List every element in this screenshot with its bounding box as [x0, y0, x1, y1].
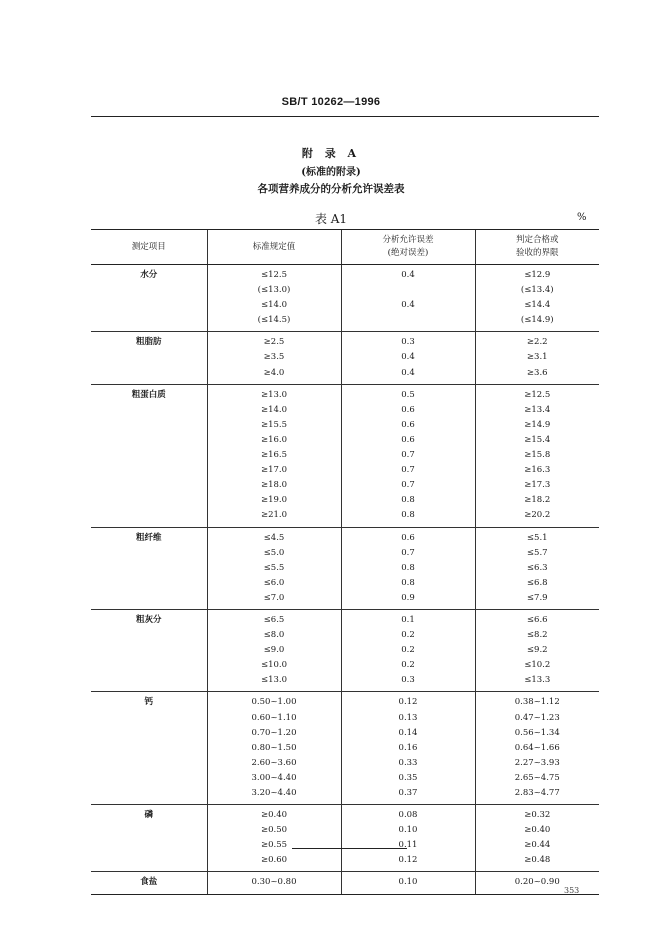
standard-value: ≥17.0 [260, 465, 288, 476]
tolerance-value: 0.4 [401, 367, 415, 378]
standard-value: ≤14.0 [260, 300, 288, 311]
limit-value: 2.65~4.75 [514, 772, 560, 783]
standard-value: ≤5.0 [263, 547, 285, 558]
tolerance-value: 0.8 [401, 562, 415, 573]
tolerance-value: 0.7 [401, 480, 415, 491]
tolerance-value: 0.2 [401, 630, 415, 641]
standard-value: ≥14.0 [260, 404, 288, 415]
limit-cell [475, 609, 599, 691]
header-item: 测定项目 [91, 230, 207, 265]
limit-cell [475, 384, 599, 527]
standard-value: 2.60~3.60 [251, 757, 297, 768]
limit-value: 0.38~1.12 [514, 697, 560, 708]
standard-value: ≤6.0 [263, 577, 285, 588]
limit-value: ≤10.2 [524, 660, 551, 671]
tolerance-value: 0.7 [401, 465, 415, 476]
footer-rule [292, 848, 407, 849]
standard-value: ≥0.60 [260, 855, 288, 866]
tolerance-cell [341, 609, 475, 691]
table-row [91, 609, 599, 691]
tolerance-value: 0.8 [401, 577, 415, 588]
limit-value: ≥20.2 [524, 510, 551, 521]
page-number: 353 [564, 886, 580, 895]
table-row [91, 384, 599, 527]
limit-value: ≤5.7 [526, 547, 548, 558]
tolerance-value: 0.9 [401, 592, 415, 603]
tolerance-value [342, 283, 475, 298]
limit-value: ≥0.48 [524, 855, 551, 866]
tolerance-value: 0.2 [401, 660, 415, 671]
limit-value: 2.27~3.93 [514, 757, 560, 768]
table-row [91, 692, 599, 805]
standard-value: ≥2.5 [263, 337, 285, 348]
standard-code-header: SB/T 10262—1996 [281, 96, 381, 108]
header-rule [91, 116, 599, 117]
standard-value: ≥21.0 [260, 510, 288, 521]
limit-value: ≤8.2 [526, 630, 548, 641]
tolerance-value [342, 313, 475, 328]
standard-value: ≥0.40 [260, 810, 288, 821]
standard-value: 0.70~1.20 [251, 727, 297, 738]
limit-value: ≥15.4 [524, 434, 551, 445]
standard-value: ≤8.0 [263, 630, 285, 641]
tolerance-value: 0.4 [401, 300, 415, 311]
tolerance-value: 0.7 [401, 547, 415, 558]
limit-cell [475, 692, 599, 805]
limit-cell [475, 332, 599, 384]
limit-value: 0.20~0.90 [514, 877, 560, 888]
tolerance-value: 0.6 [401, 419, 415, 430]
item-cell: 磷 [91, 805, 207, 872]
header-limit-line1: 判定合格或 [515, 235, 559, 245]
tolerance-value: 0.6 [401, 434, 415, 445]
tolerance-cell [341, 332, 475, 384]
limit-value: ≤9.2 [526, 645, 548, 656]
limit-value: ≥0.44 [524, 840, 551, 851]
standard-cell [207, 872, 341, 894]
standard-value: 0.30~0.80 [251, 877, 297, 888]
header-tolerance-line2: (绝对误差) [387, 248, 429, 258]
standard-value: 3.20~4.40 [251, 788, 297, 798]
item-cell: 钙 [91, 692, 207, 805]
table-label: 表 A1 [314, 212, 348, 226]
tolerance-value: 0.1 [401, 614, 415, 625]
standard-value: ≥15.5 [260, 419, 288, 430]
table-row [91, 872, 599, 894]
item-cell: 水分 [91, 265, 207, 332]
limit-value: ≥3.1 [526, 352, 548, 363]
tolerance-value: 0.8 [401, 495, 415, 506]
standard-value: ≥0.55 [260, 840, 288, 851]
table-row [91, 265, 599, 332]
limit-value: ≥15.8 [524, 450, 551, 461]
standard-value: ≥13.0 [260, 389, 288, 400]
limit-value: 2.83~4.77 [514, 788, 560, 798]
standard-cell [207, 265, 341, 332]
limit-cell [475, 805, 599, 872]
standard-value: ≥0.50 [260, 825, 288, 836]
tolerance-value: 0.3 [401, 337, 415, 348]
limit-value: 0.47~1.23 [514, 712, 560, 723]
appendix-title: 附 录 A [301, 147, 361, 160]
tolerance-value: 0.10 [398, 877, 418, 888]
unit-mark: % [577, 212, 587, 223]
limit-cell [475, 265, 599, 332]
limit-cell [475, 527, 599, 609]
tolerance-cell [341, 692, 475, 805]
header-tolerance-line1: 分析允许误差 [382, 235, 434, 245]
standard-cell [207, 609, 341, 691]
header-limit-line2: 验收的界限 [515, 248, 559, 258]
standard-value: 0.60~1.10 [251, 712, 297, 723]
limit-value: ≥2.2 [526, 337, 548, 348]
tolerance-cell [341, 384, 475, 527]
table-body [91, 265, 599, 895]
limit-value: ≤5.1 [526, 532, 548, 543]
item-cell: 粗灰分 [91, 609, 207, 691]
standard-value: ≤5.5 [263, 562, 285, 573]
standard-value: ≤10.0 [260, 660, 288, 671]
limit-value: ≤6.6 [526, 614, 548, 625]
table-row [91, 527, 599, 609]
standard-value: ≥16.5 [260, 450, 288, 461]
limit-cell [475, 872, 599, 894]
standard-cell [207, 384, 341, 527]
tolerance-value: 0.6 [401, 404, 415, 415]
table-row [91, 332, 599, 384]
tolerance-value: 0.7 [401, 450, 415, 461]
standard-value: ≤4.5 [263, 532, 285, 543]
header-standard: 标准规定值 [207, 230, 341, 265]
standard-value: ≤7.0 [263, 592, 285, 603]
limit-value: 0.64~1.66 [514, 742, 560, 753]
standard-value: 3.00~4.40 [251, 772, 297, 783]
tolerance-cell [341, 527, 475, 609]
limit-value: ≤6.8 [526, 577, 548, 588]
standard-value: ≥18.0 [260, 480, 288, 491]
standard-value: 0.80~1.50 [251, 742, 297, 753]
tolerance-value: 0.8 [401, 510, 415, 521]
item-cell: 粗脂肪 [91, 332, 207, 384]
limit-value: ≤7.9 [526, 592, 548, 603]
item-cell: 粗纤维 [91, 527, 207, 609]
item-cell: 食盐 [91, 872, 207, 894]
tolerance-value: 0.13 [398, 712, 418, 723]
limit-value: ≥17.3 [524, 480, 551, 491]
limit-value: ≤14.4 [524, 300, 551, 311]
standard-value: ≤9.0 [263, 645, 285, 656]
limit-value: (≤13.4) [520, 285, 554, 296]
tolerance-value: 0.6 [401, 532, 415, 543]
table-row [91, 805, 599, 872]
tolerance-value: 0.11 [398, 840, 418, 851]
tolerance-value: 0.35 [398, 772, 418, 783]
standard-value: ≤13.0 [260, 675, 288, 686]
tolerance-value: 0.3 [401, 675, 415, 686]
tolerance-value: 0.5 [401, 389, 415, 400]
standard-value: ≤6.5 [263, 614, 285, 625]
standard-value: ≥4.0 [263, 367, 285, 378]
tolerance-table [91, 229, 599, 895]
limit-value: 0.56~1.34 [514, 727, 560, 738]
standard-cell [207, 332, 341, 384]
header-limit [475, 230, 599, 265]
limit-value: ≤12.9 [524, 270, 551, 280]
tolerance-value: 0.4 [401, 352, 415, 363]
tolerance-value: 0.10 [398, 825, 418, 836]
limit-value: ≥0.32 [524, 810, 551, 821]
tolerance-value: 0.12 [398, 855, 418, 866]
tolerance-cell [341, 805, 475, 872]
tolerance-value: 0.37 [398, 788, 418, 798]
limit-value: ≥16.3 [524, 465, 551, 476]
limit-value: (≤14.9) [520, 315, 554, 326]
header-tolerance [341, 230, 475, 265]
tolerance-value: 0.4 [401, 270, 415, 280]
limit-value: ≤6.3 [526, 562, 548, 573]
table-heading: 各项营养成分的分析允许误差表 [257, 183, 405, 195]
tolerance-value: 0.2 [401, 645, 415, 656]
limit-value: ≥13.4 [524, 404, 551, 415]
tolerance-cell [341, 872, 475, 894]
tolerance-value: 0.14 [398, 727, 418, 738]
limit-value: ≥12.5 [524, 389, 551, 400]
standard-value: 0.50~1.00 [251, 697, 297, 708]
tolerance-value: 0.33 [398, 757, 418, 768]
standard-cell [207, 805, 341, 872]
tolerance-value: 0.12 [398, 697, 418, 708]
tolerance-cell [341, 265, 475, 332]
standard-value: ≥3.5 [263, 352, 285, 363]
limit-value: ≥3.6 [526, 367, 548, 378]
limit-value: ≤13.3 [524, 675, 551, 686]
table-header-row [91, 230, 599, 265]
appendix-note: (标准的附录) [301, 167, 361, 178]
tolerance-value: 0.16 [398, 742, 418, 753]
standard-value: (≤13.0) [257, 285, 291, 296]
standard-value: ≤12.5 [260, 270, 288, 280]
limit-value: ≥14.9 [524, 419, 551, 430]
tolerance-value: 0.08 [398, 810, 418, 821]
standard-value: ≥19.0 [260, 495, 288, 506]
standard-value: ≥16.0 [260, 434, 288, 445]
limit-value: ≥0.40 [524, 825, 551, 836]
standard-value: (≤14.5) [257, 315, 291, 326]
item-cell: 粗蛋白质 [91, 384, 207, 527]
limit-value: ≥18.2 [524, 495, 551, 506]
standard-cell [207, 692, 341, 805]
standard-cell [207, 527, 341, 609]
